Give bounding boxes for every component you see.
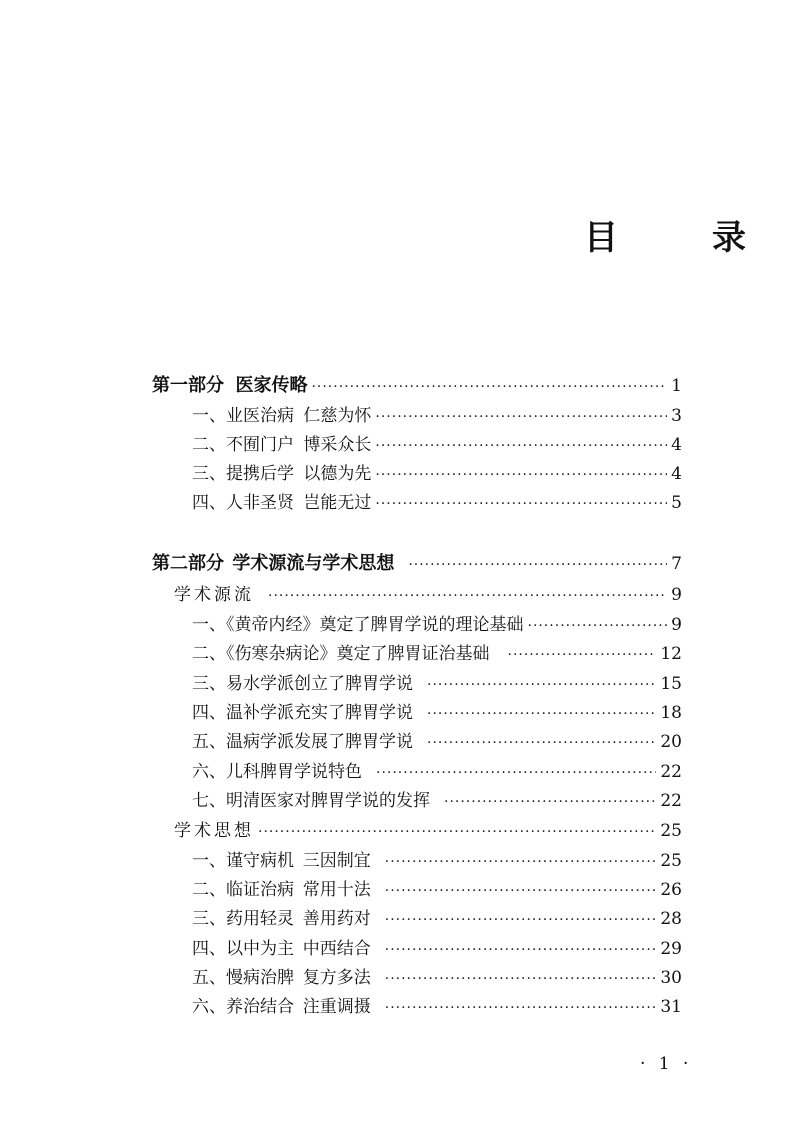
toc-entry-label: 四、人非圣贤	[192, 493, 294, 513]
toc-entry[interactable]	[192, 613, 682, 637]
leader-dots	[311, 375, 667, 399]
toc-entry-part-2[interactable]	[152, 552, 682, 576]
leader-dots	[528, 614, 668, 638]
toc-entry-page: 22	[660, 791, 682, 811]
toc-entry[interactable]	[192, 642, 682, 666]
toc-entry-part-1[interactable]	[152, 374, 682, 398]
leader-dots	[385, 908, 657, 932]
toc-entry-page: 4	[671, 464, 682, 484]
toc-entry-subtitle: 复方多法	[302, 968, 371, 988]
toc-entry[interactable]	[192, 462, 682, 486]
toc-entry-label: 学术思想	[174, 821, 254, 841]
leader-dots	[375, 405, 667, 429]
toc-entry[interactable]	[192, 491, 682, 515]
toc-entry-label: 二、临证治病	[192, 880, 294, 900]
toc-entry-subtitle: 中西结合	[302, 939, 371, 959]
toc-entry[interactable]	[192, 760, 682, 784]
toc-entry-label: 五、温病学派发展了脾胃学说	[192, 732, 413, 752]
toc-entry-page: 25	[660, 851, 682, 871]
toc-entry-page: 3	[671, 406, 682, 426]
toc-entry-page: 20	[660, 732, 682, 752]
leader-dots	[385, 850, 657, 874]
toc-entry-section[interactable]	[174, 583, 682, 607]
toc-entry[interactable]	[192, 849, 682, 873]
toc-entry-label: 五、慢病治脾	[192, 968, 294, 988]
toc-entry-label: 一、业医治病	[192, 406, 294, 426]
toc-entry-subtitle: 学术源流与学术思想	[232, 553, 395, 574]
leader-dots	[444, 790, 656, 814]
toc-entry-subtitle: 以德为先	[303, 464, 372, 484]
toc-entry-page: 30	[660, 968, 682, 988]
toc-entry-label: 六、儿科脾胃学说特色	[192, 762, 362, 782]
toc-entry-page: 9	[671, 585, 682, 605]
leader-dots	[375, 463, 667, 487]
toc-entry[interactable]	[192, 907, 682, 931]
leader-dots	[375, 492, 667, 516]
toc-entry[interactable]	[192, 995, 682, 1019]
toc-entry-page: 4	[671, 435, 682, 455]
toc-entry-page: 18	[660, 703, 682, 723]
toc-entry-label: 三、易水学派创立了脾胃学说	[192, 674, 413, 694]
leader-dots	[427, 702, 656, 726]
toc-entry-label: 七、明清医家对脾胃学说的发挥	[192, 791, 430, 811]
toc-entry-page: 1	[671, 376, 682, 396]
toc-entry-label: 四、温补学派充实了脾胃学说	[192, 703, 413, 723]
toc-entry-subtitle: 三因制宜	[302, 851, 371, 871]
toc-entry-page: 15	[660, 674, 682, 694]
leader-dots	[258, 820, 656, 844]
toc-entry-page: 26	[660, 880, 682, 900]
page-number: · 1 ·	[640, 1054, 693, 1074]
toc-entry-label: 第一部分	[152, 375, 224, 396]
toc-entry-page: 12	[660, 644, 682, 664]
leader-dots	[385, 967, 657, 991]
toc-entry[interactable]	[192, 966, 682, 990]
toc-entry-subtitle: 仁慈为怀	[303, 406, 372, 426]
leader-dots	[376, 761, 656, 785]
leader-dots	[427, 731, 656, 755]
leader-dots	[385, 996, 657, 1020]
toc-entry-label: 第二部分	[152, 553, 224, 574]
leader-dots	[385, 879, 657, 903]
toc-entry-page: 22	[660, 762, 682, 782]
toc-entry-page: 5	[671, 493, 682, 513]
toc-entry-page: 25	[660, 821, 682, 841]
toc-entry-subtitle: 医家传略	[235, 375, 308, 396]
toc-entry-subtitle: 注重调摄	[302, 997, 371, 1017]
toc-entry[interactable]	[192, 672, 682, 696]
leader-dots	[268, 584, 667, 608]
toc-entry-label: 三、药用轻灵	[192, 909, 294, 929]
toc-entry-label: 六、养治结合	[192, 997, 294, 1017]
toc-entry[interactable]	[192, 789, 682, 813]
toc-entry-label: 三、提携后学	[192, 464, 294, 484]
toc-entry[interactable]	[192, 701, 682, 725]
toc-entry-section[interactable]	[174, 819, 682, 843]
leader-dots	[508, 643, 657, 667]
leader-dots	[427, 673, 656, 697]
toc-entry-page: 29	[660, 939, 682, 959]
toc-entry-label: 四、以中为主	[192, 939, 294, 959]
toc-entry[interactable]	[192, 404, 682, 428]
toc-entry-subtitle: 博采众长	[303, 435, 372, 455]
toc-entry-label: 二、《伤寒杂病论》奠定了脾胃证治基础	[192, 644, 490, 664]
toc-entry[interactable]	[192, 433, 682, 457]
leader-dots	[385, 938, 657, 962]
toc-entry-page: 28	[660, 909, 682, 929]
page-title: 目 录	[584, 218, 776, 258]
toc-entry-subtitle: 岂能无过	[303, 493, 372, 513]
toc-entry[interactable]	[192, 878, 682, 902]
leader-dots	[375, 434, 667, 458]
toc-entry[interactable]	[192, 730, 682, 754]
toc-entry-label: 学术源流	[174, 585, 254, 605]
toc-entry-subtitle: 常用十法	[302, 880, 371, 900]
leader-dots	[408, 553, 667, 577]
toc-entry-subtitle: 善用药对	[302, 909, 371, 929]
toc-entry-page: 31	[660, 997, 682, 1017]
toc-entry-label: 二、不囿门户	[192, 435, 294, 455]
toc-entry[interactable]	[192, 937, 682, 961]
toc-entry-label: 一、谨守病机	[192, 851, 294, 871]
toc-entry-page: 9	[671, 615, 682, 635]
toc-entry-page: 7	[671, 554, 682, 574]
toc-entry-label: 一、《黄帝内经》奠定了脾胃学说的理论基础	[192, 615, 524, 635]
